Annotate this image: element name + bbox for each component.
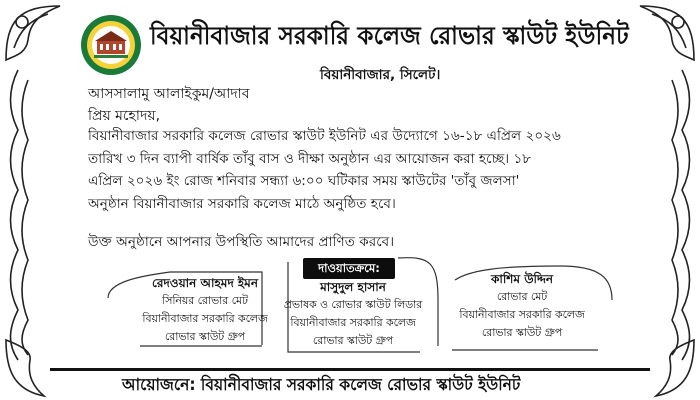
signer-name: রেদওয়ান আহমদ ইমন [151, 276, 258, 290]
invitation-line: উক্ত অনুষ্ঠানে আপনার উপস্থিতি আমাদের প্রাণিত করবে। [88, 234, 395, 250]
organizer-footer: আয়োজনে: বিয়ানীবাজার সরকারি কলেজ রোভার স্কাউট ইউনিট [122, 375, 521, 394]
letter-body [88, 125, 668, 215]
body-line: বিয়ানীবাজার সরকারি কলেজ রোভার স্কাউট ইউনিট এর উদ্যোগে ১৬-১৮ এপ্রিল ২০২৬ [88, 128, 561, 144]
signer-role: রোভার মেট [496, 290, 548, 303]
signer-org-group: রোভার স্কাউট গ্রুপ [312, 334, 394, 347]
signer-name: কাশিম উদ্দিন [490, 272, 554, 286]
signature-left [130, 274, 280, 346]
signature-middle [278, 278, 428, 350]
signature-right [442, 270, 602, 342]
signer-org-group: রোভার স্কাউট গ্রুপ [164, 330, 246, 343]
greeting: প্রিয় মহোদয়, [88, 108, 161, 124]
college-logo-icon [80, 14, 142, 76]
signer-role: সিনিয়র রোভার মেট [162, 294, 248, 307]
body-line: এপ্রিল ২০২৬ ইং রোজ শনিবার সন্ধ্যা ৬:০০ ঘটিকার সময় স্কাউটের 'তাঁবু জলসা' [88, 173, 520, 189]
body-line: অনুষ্ঠান বিয়ানীবাজার সরকারি কলেজ মাঠে অনুষ্ঠিত হবে। [88, 195, 396, 212]
signer-name: মাসুদুল হাসান [320, 280, 386, 294]
signer-org: বিয়ানীবাজার সরকারি কলেজ [290, 316, 416, 329]
address-line: বিয়ানীবাজার, সিলেট। [320, 67, 441, 83]
inviters-label: দাওয়াতক্রমে: [303, 258, 395, 279]
signer-org: বিয়ানীবাজার সরকারি কলেজ [459, 308, 585, 321]
signer-role: প্রভাষক ও রোভার স্কাউট লিডার [283, 298, 423, 311]
body-line: তারিখ ৩ দিন ব্যাপী বার্ষিক তাঁবু বাস ও দীক্ষা অনুষ্ঠান এর আয়োজন করা হচ্ছে। ১৮ [88, 150, 532, 167]
signer-org: বিয়ানীবাজার সরকারি কলেজ [142, 312, 268, 325]
page-title: বিয়ানীবাজার সরকারি কলেজ রোভার স্কাউট ইউনিট [150, 21, 629, 50]
signer-org-group: রোভার স্কাউট গ্রুপ [481, 326, 563, 339]
salutation: আসসালামু আলাইকুম/আদাব [88, 86, 250, 102]
